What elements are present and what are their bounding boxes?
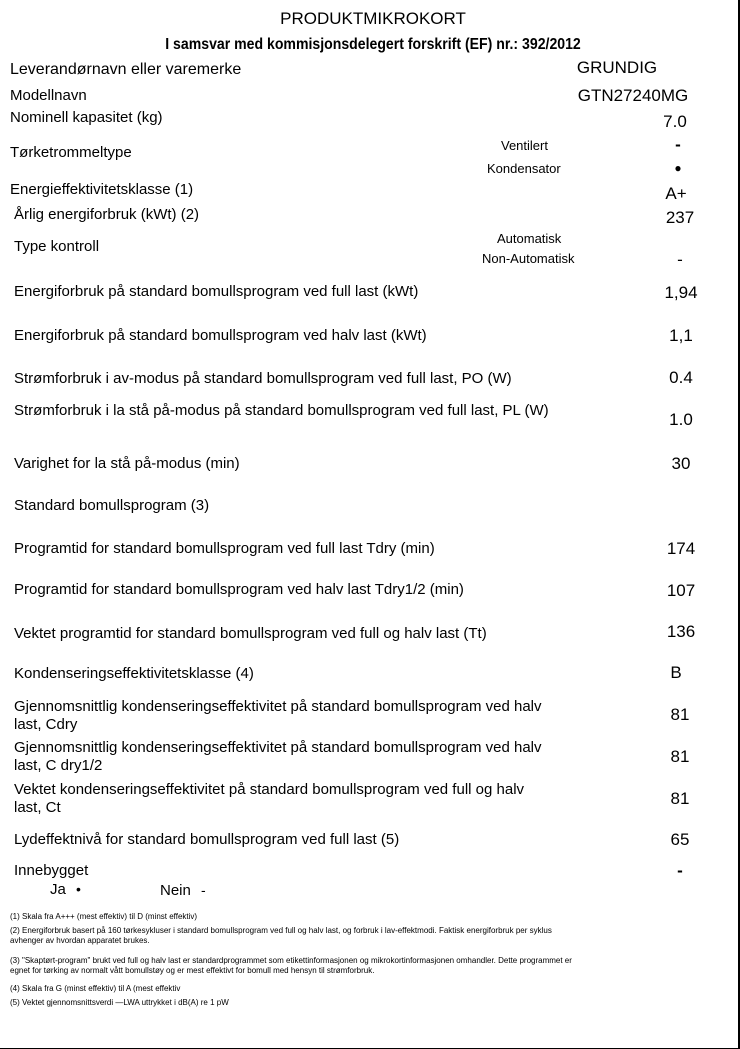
time-weighted-label: Vektet programtid for standard bomullsprogram ved full og halv last (Tt) <box>14 625 487 642</box>
footnote-5: (5) Vektet gjennomsnittsverdi —LWA uttrykket i dB(A) re 1 pW <box>10 998 229 1007</box>
built-in-value: - <box>677 861 683 880</box>
page-title: PRODUKTMIKROKORT <box>280 9 466 28</box>
footnote-1: (1) Skala fra A+++ (mest effektiv) til D (minst effektiv) <box>10 912 198 921</box>
built-in-yes-mark: • <box>76 881 81 897</box>
time-weighted-value: 136 <box>666 622 696 641</box>
annual-energy-value: 237 <box>665 208 695 227</box>
ct-value: 81 <box>670 789 690 808</box>
noise-value: 65 <box>670 830 690 849</box>
left-on-duration-value: 30 <box>671 454 691 473</box>
automatic-label: Automatisk <box>497 231 562 246</box>
standard-program-label: Standard bomullsprogram (3) <box>14 497 210 514</box>
energy-full-value: 1,94 <box>664 283 698 302</box>
non-automatic-value: - <box>677 250 683 269</box>
footnote-4: (4) Skala fra G (minst effektiv) til A (mest effektiv <box>10 984 181 993</box>
ct-label: Vektet kondenseringseffektivitet på standard bomullsprogram ved full og halv last, Ct <box>14 781 525 816</box>
built-in-label: Innebygget <box>14 862 89 879</box>
condensation-class-label: Kondenseringseffektivitetsklasse (4) <box>14 665 254 682</box>
model-value: GTN27240MG <box>577 86 689 105</box>
power-off-value: 0.4 <box>669 368 693 387</box>
built-in-yes-label: Ja <box>50 881 66 898</box>
power-left-on-value: 1.0 <box>669 410 693 429</box>
vented-label: Ventilert <box>501 138 548 153</box>
control-type-label: Type kontroll <box>14 238 100 255</box>
condenser-label: Kondensator <box>487 161 561 176</box>
supplier-label: Leverandørnavn eller varemerke <box>10 61 242 78</box>
energy-class-value: A+ <box>665 184 687 203</box>
time-half-label: Programtid for standard bomullsprogram ved halv last Tdry1/2 (min) <box>14 581 464 598</box>
power-off-label: Strømforbruk i av-modus på standard bomullsprogram ved full last, PO (W) <box>14 370 512 387</box>
energy-half-value: 1,1 <box>669 326 693 345</box>
energy-full-label: Energiforbruk på standard bomullsprogram ved full last (kWt) <box>14 283 419 300</box>
time-full-label: Programtid for standard bomullsprogram ved full last Tdry (min) <box>14 540 435 557</box>
cdry-half-value: 81 <box>670 747 690 766</box>
capacity-label: Nominell kapasitet (kg) <box>10 109 163 126</box>
noise-label: Lydeffektnivå for standard bomullsprogram ved full last (5) <box>14 831 400 848</box>
power-left-on-label: Strømforbruk i la stå på-modus på standard bomullsprogram ved full last, PL (W) <box>14 402 549 419</box>
cdry-value: 81 <box>670 705 690 724</box>
condenser-value: ● <box>674 161 682 175</box>
non-automatic-label: Non-Automatisk <box>482 251 575 266</box>
capacity-value: 7.0 <box>663 112 687 131</box>
model-label: Modellnavn <box>10 87 87 104</box>
footnote-3: (3) "Skaptørt-program" brukt ved full og halv last er standardprogrammet som etikettinformasjonen og mikrokortinformasjonen omhandler. Dette programmet er egnet for tørking av normalt vått bomullstøy og er mest effektivt for bomull med hensyn til strømforbruk. <box>10 956 572 975</box>
drum-type-label: Tørketrommeltype <box>10 144 132 161</box>
time-full-value: 174 <box>666 539 696 558</box>
energy-half-label: Energiforbruk på standard bomullsprogram ved halv last (kWt) <box>14 327 427 344</box>
vented-value: - <box>675 135 681 154</box>
page-subtitle: I samsvar med kommisjonsdelegert forskrift (EF) nr.: 392/2012 <box>165 36 581 53</box>
footnote-2: (2) Energiforbruk basert på 160 tørkesykluser i standard bomullsprogram ved full og halv last, og forbruk i lav-effektmodi. Faktisk energiforbruk per syklus avhenger av hvordan apparatet brukes. <box>10 926 552 945</box>
supplier-value: GRUNDIG <box>576 58 658 77</box>
energy-class-label: Energieffektivitetsklasse (1) <box>10 181 194 198</box>
annual-energy-label: Årlig energiforbruk (kWt) (2) <box>14 206 200 223</box>
time-half-value: 107 <box>666 581 696 600</box>
left-on-duration-label: Varighet for la stå på-modus (min) <box>14 455 240 472</box>
condensation-class-value: B <box>670 663 682 682</box>
cdry-label: Gjennomsnittlig kondenseringseffektivitet på standard bomullsprogram ved halv last, Cdry <box>14 698 542 733</box>
built-in-no-mark: - <box>201 882 206 898</box>
built-in-no-label: Nein <box>160 882 191 899</box>
cdry-half-label: Gjennomsnittlig kondenseringseffektivitet på standard bomullsprogram ved halv last, C dry1/2 <box>14 739 542 774</box>
